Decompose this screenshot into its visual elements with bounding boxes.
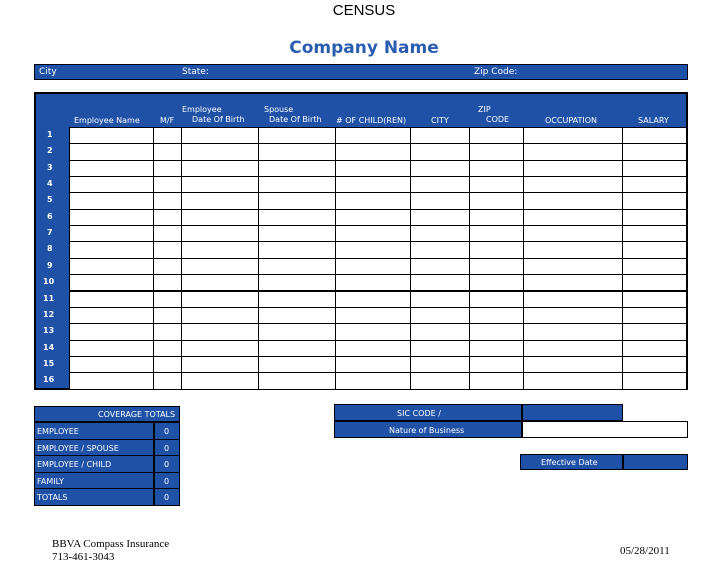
row-number: 12 [43,309,55,319]
census-cell[interactable] [335,209,411,226]
row-number: 4 [47,179,53,189]
census-cell[interactable] [523,176,623,193]
coverage-row-label-text: FAMILY [37,476,64,486]
census-cell[interactable] [258,160,336,177]
location-bar [34,64,688,80]
census-cell[interactable] [153,241,182,258]
row-number: 6 [47,211,53,221]
census-cell[interactable] [69,356,154,373]
census-cell[interactable] [335,274,411,291]
census-cell[interactable] [258,127,336,144]
census-cell[interactable] [469,307,524,324]
census-cell[interactable] [69,127,154,144]
census-cell[interactable] [153,192,182,209]
census-cell[interactable] [523,372,623,389]
census-table [34,92,688,390]
census-cell[interactable] [181,192,259,209]
census-cell[interactable] [469,127,524,144]
coverage-row-value [154,488,180,506]
census-cell[interactable] [469,258,524,275]
census-cell[interactable] [469,340,524,357]
coverage-row-label-text: EMPLOYEE / SPOUSE [37,443,119,453]
census-cell[interactable] [469,356,524,373]
census-cell[interactable] [335,192,411,209]
census-cell[interactable] [181,323,259,340]
census-cell[interactable] [523,225,623,242]
census-cell[interactable] [69,241,154,258]
row-number: 11 [43,293,55,303]
row-number: 7 [47,228,53,238]
row-number: 13 [43,326,55,336]
census-cell[interactable] [410,307,470,324]
census-cell[interactable] [622,127,687,144]
row-number: 2 [47,146,53,156]
census-cell[interactable] [258,143,336,160]
footer-date: 05/28/2011 [620,545,670,557]
census-cell[interactable] [69,192,154,209]
census-cell[interactable] [69,307,154,324]
census-cell[interactable] [469,209,524,226]
census-cell[interactable] [410,160,470,177]
census-cell[interactable] [622,192,687,209]
census-cell[interactable] [69,258,154,275]
census-cell[interactable] [622,274,687,291]
census-cell[interactable] [181,209,259,226]
census-cell[interactable] [523,274,623,291]
census-cell[interactable] [258,225,336,242]
census-cell[interactable] [181,241,259,258]
census-cell[interactable] [335,241,411,258]
census-cell[interactable] [153,323,182,340]
row-number: 8 [47,244,53,254]
coverage-row-label-text: EMPLOYEE [37,427,79,436]
census-cell[interactable] [523,258,623,275]
zip-code-label: Zip Code: [474,67,518,77]
census-cell[interactable] [622,176,687,193]
col-header-children: # OF CHILD(REN) [336,116,407,125]
census-cell[interactable] [258,176,336,193]
census-cell[interactable] [181,372,259,389]
coverage-row-value-text: 0 [164,443,170,453]
census-cell[interactable] [69,291,154,308]
census-cell[interactable] [181,225,259,242]
census-cell[interactable] [523,307,623,324]
census-cell[interactable] [523,143,623,160]
census-cell[interactable] [469,143,524,160]
census-cell[interactable] [469,225,524,242]
row-number: 1 [47,130,53,139]
coverage-row-value-text: 0 [164,427,170,436]
census-cell[interactable] [622,225,687,242]
census-cell[interactable] [153,143,182,160]
census-cell[interactable] [153,291,182,308]
census-cell[interactable] [153,274,182,291]
census-cell[interactable] [410,258,470,275]
coverage-row-value [154,472,180,490]
census-cell[interactable] [258,340,336,357]
census-cell[interactable] [469,241,524,258]
col-header-spouse-dob: Spouse Date Of Birth [264,105,322,124]
census-cell[interactable] [258,372,336,389]
census-cell[interactable] [335,225,411,242]
census-cell[interactable] [335,307,411,324]
census-cell[interactable] [258,323,336,340]
census-cell[interactable] [153,209,182,226]
census-cell[interactable] [523,323,623,340]
census-cell[interactable] [622,356,687,373]
census-cell[interactable] [69,274,154,291]
row-number: 10 [43,277,55,287]
census-cell[interactable] [335,323,411,340]
census-cell[interactable] [258,258,336,275]
census-cell[interactable] [69,209,154,226]
census-cell[interactable] [622,143,687,160]
coverage-row-label [34,439,154,457]
census-cell[interactable] [622,340,687,357]
nature-of-business-label: Nature of Business [334,421,522,438]
census-cell[interactable] [622,160,687,177]
census-cell[interactable] [410,274,470,291]
census-cell[interactable] [622,291,687,308]
coverage-row-value-text: 0 [164,493,170,502]
coverage-row-label [34,422,154,440]
census-cell[interactable] [523,340,623,357]
census-cell[interactable] [469,291,524,308]
census-cell[interactable] [69,225,154,242]
census-cell[interactable] [153,307,182,324]
col-header-employee-dob: Employee Date Of Birth [182,105,245,124]
census-cell[interactable] [335,356,411,373]
row-number: 16 [43,375,55,385]
census-cell[interactable] [69,340,154,357]
census-cell[interactable] [181,143,259,160]
census-cell[interactable] [153,225,182,242]
effective-date-field[interactable] [623,454,688,470]
census-cell[interactable] [153,372,182,389]
census-cell[interactable] [258,209,336,226]
census-cell[interactable] [181,274,259,291]
census-cell[interactable] [258,291,336,308]
state-label: State: [182,67,209,77]
census-cell[interactable] [410,356,470,373]
coverage-row-value [154,455,180,473]
col-header-salary: SALARY [638,116,669,125]
col-header-gender: M/F [160,116,175,125]
coverage-row-label [34,488,154,506]
col-header-zip-code: ZIP CODE [478,105,510,124]
census-cell[interactable] [258,307,336,324]
census-cell[interactable] [181,258,259,275]
coverage-row-label [34,472,154,490]
census-cell[interactable] [622,209,687,226]
census-cell[interactable] [69,323,154,340]
row-number: 5 [47,195,53,205]
census-cell[interactable] [523,192,623,209]
census-cell[interactable] [622,241,687,258]
census-cell[interactable] [410,176,470,193]
coverage-row-value-text: 0 [164,476,170,486]
footer-phone: 713-461-3043 [52,551,115,563]
census-cell[interactable] [523,127,623,144]
census-cell[interactable] [258,356,336,373]
census-cell[interactable] [258,274,336,291]
col-header-employee-name: Employee Name [74,116,140,125]
row-number: 15 [43,358,55,368]
footer-company: BBVA Compass Insurance [52,538,170,550]
census-cell[interactable] [335,291,411,308]
census-cell[interactable] [69,372,154,389]
census-cell[interactable] [153,127,182,144]
census-cell[interactable] [181,356,259,373]
sic-code-label: SIC CODE / [334,404,522,421]
census-cell[interactable] [622,372,687,389]
census-cell[interactable] [410,372,470,389]
census-cell[interactable] [153,160,182,177]
census-cell[interactable] [69,160,154,177]
census-cell[interactable] [335,143,411,160]
census-cell[interactable] [153,356,182,373]
census-cell[interactable] [523,160,623,177]
census-cell[interactable] [69,176,154,193]
census-cell[interactable] [153,176,182,193]
sic-code-field[interactable] [522,404,623,421]
coverage-row-value [154,439,180,457]
census-cell[interactable] [181,160,259,177]
effective-date-label: Effective Date [520,454,623,470]
census-cell[interactable] [335,372,411,389]
row-number: 3 [47,162,53,172]
census-cell[interactable] [410,340,470,357]
coverage-row-label [34,455,154,473]
census-cell[interactable] [153,340,182,357]
city-label: City [39,67,57,77]
coverage-row-value-text: 0 [164,460,170,469]
coverage-row-value [154,422,180,440]
coverage-row-label-text: EMPLOYEE / CHILD [37,460,112,469]
page-title: CENSUS [332,2,396,19]
census-cell[interactable] [523,209,623,226]
census-cell[interactable] [181,291,259,308]
census-cell[interactable] [335,340,411,357]
census-cell[interactable] [410,323,470,340]
census-cell[interactable] [469,323,524,340]
census-cell[interactable] [181,340,259,357]
census-cell[interactable] [469,176,524,193]
census-cell[interactable] [258,192,336,209]
census-cell[interactable] [469,192,524,209]
census-cell[interactable] [181,127,259,144]
census-cell[interactable] [523,291,623,308]
census-cell[interactable] [153,258,182,275]
census-cell[interactable] [469,274,524,291]
census-cell[interactable] [410,192,470,209]
census-cell[interactable] [410,127,470,144]
row-number: 9 [47,260,53,270]
census-cell[interactable] [335,176,411,193]
census-cell[interactable] [622,258,687,275]
census-cell[interactable] [410,291,470,308]
census-cell[interactable] [335,258,411,275]
coverage-totals-header: COVERAGE TOTALS [34,406,180,422]
census-cell[interactable] [523,241,623,258]
census-cell[interactable] [335,127,411,144]
census-cell[interactable] [622,323,687,340]
census-cell[interactable] [335,160,411,177]
col-header-occupation: OCCUPATION [545,116,598,125]
census-cell[interactable] [410,209,470,226]
census-cell[interactable] [410,241,470,258]
company-name[interactable]: Company Name [289,38,439,58]
census-cell[interactable] [181,307,259,324]
census-cell[interactable] [469,160,524,177]
nature-of-business-field[interactable] [522,421,688,438]
row-number: 14 [43,342,55,352]
coverage-row-label-text: TOTALS [37,493,68,502]
census-cell[interactable] [181,176,259,193]
census-cell[interactable] [258,241,336,258]
col-header-city: CITY [431,116,449,125]
census-cell[interactable] [69,143,154,160]
census-cell[interactable] [622,307,687,324]
census-cell[interactable] [410,225,470,242]
census-cell[interactable] [469,372,524,389]
census-cell[interactable] [523,356,623,373]
census-cell[interactable] [410,143,470,160]
